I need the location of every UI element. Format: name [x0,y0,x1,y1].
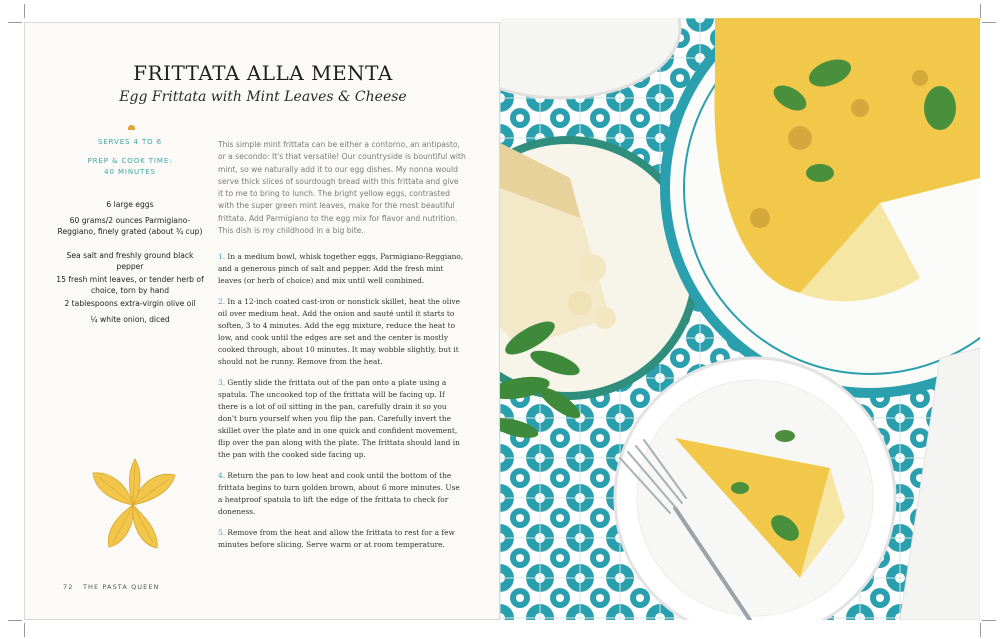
page-number: 72 [63,583,74,591]
photo-illustration [500,18,980,620]
crop-mark [982,620,996,621]
recipe-page [24,22,500,620]
crop-mark [982,22,996,23]
step-number: 3. [218,378,226,387]
recipe-step [218,377,466,461]
crop-mark [980,4,981,18]
mint-leaf-illustration [83,453,183,553]
ornament-icon [128,125,135,130]
recipe-step [218,251,466,287]
recipe-intro: This simple mint frittata can be either a contorno, an antipasto, or a secondo: It's that versatile! Our countryside is bountiful with mint, so we naturally add it to our egg dishes. My nonna would serve thick slices of sourdough bread with this frittata and give it to me to bring to lunch. The bright yellow eggs, contrasted with the super green mint leaves, make for the most beautiful frittata. Add Parmigiano to the egg mix for flavor and nutrition. This dish is my childhood in a big bite. [218,140,466,236]
prep-time-value: 40 MINUTES [104,168,156,176]
crop-mark [980,623,981,637]
crop-mark [8,620,22,621]
recipe-step [218,470,466,518]
food-photo [500,18,980,620]
recipe-step [218,527,466,551]
prep-time-label: PREP & COOK TIME: [87,157,173,165]
recipe-steps [218,251,466,560]
step-number: 4. [218,471,226,480]
ingredient-item: 15 fresh mint leaves, or tender herb of choice, torn by hand [56,275,204,295]
ingredient-item: Sea salt and freshly ground black pepper [66,251,194,271]
recipe-subtitle: Egg Frittata with Mint Leaves & Cheese [119,89,407,105]
step-text: Return the pan to low heat and cook until the bottom of the frittata begins to turn golden brown, about 6 more minutes. Use a heatproof spatula to lift the edge of the frittata to check for doneness. [218,471,460,516]
recipe-step [218,296,466,368]
ingredient-item: 2 tablespoons extra-virgin olive oil [64,299,196,308]
step-text: Gently slide the frittata out of the pan onto a plate using a spatula. The uncooked top of the frittata will be facing up. If there is a lot of oil sitting in the pan, carefully drain it so you don't burn yourself when you flip the pan. Carefully invert the skillet over the plate and in one quick and confident movement, flip over the pan along with the plate. The frittata should land in the pan with the cooked side facing up. [218,378,460,459]
step-text: Remove from the heat and allow the frittata to rest for a few minutes before slicing. Serve warm or at room temperature. [218,528,455,549]
step-number: 1. [218,252,226,261]
recipe-title: FRITTATA ALLA MENTA [133,61,393,85]
step-number: 2. [218,297,226,306]
ingredient-item: 60 grams/2 ounces Parmigiano-Reggiano, finely grated (about ¾ cup) [57,216,203,236]
page-footer [63,583,160,591]
ingredient-item: 6 large eggs [106,200,154,209]
ingredient-item: ¼ white onion, diced [90,315,170,324]
step-number: 5. [218,528,226,537]
crop-mark [24,623,25,637]
crop-mark [8,22,22,23]
serves-label: SERVES 4 TO 6 [97,138,163,146]
crop-mark [24,4,25,18]
step-text: In a medium bowl, whisk together eggs, Parmigiano-Reggiano, and a generous pinch of salt and pepper. Add the fresh mint leaves (or herb of choice) and mix until well combined. [218,252,464,285]
step-text: In a 12-inch coated cast-iron or nonstick skillet, heat the olive oil over medium heat. Add the onion and sauté until it starts to soften, 3 to 4 minutes. Add the egg mixture, reduce the heat to low, and cook until the edges are set and the center is mostly cooked through, about 10 minutes. It may wobble slightly, but it should not be runny. Remove from the heat. [218,297,460,366]
book-title: THE PASTA QUEEN [82,583,160,591]
